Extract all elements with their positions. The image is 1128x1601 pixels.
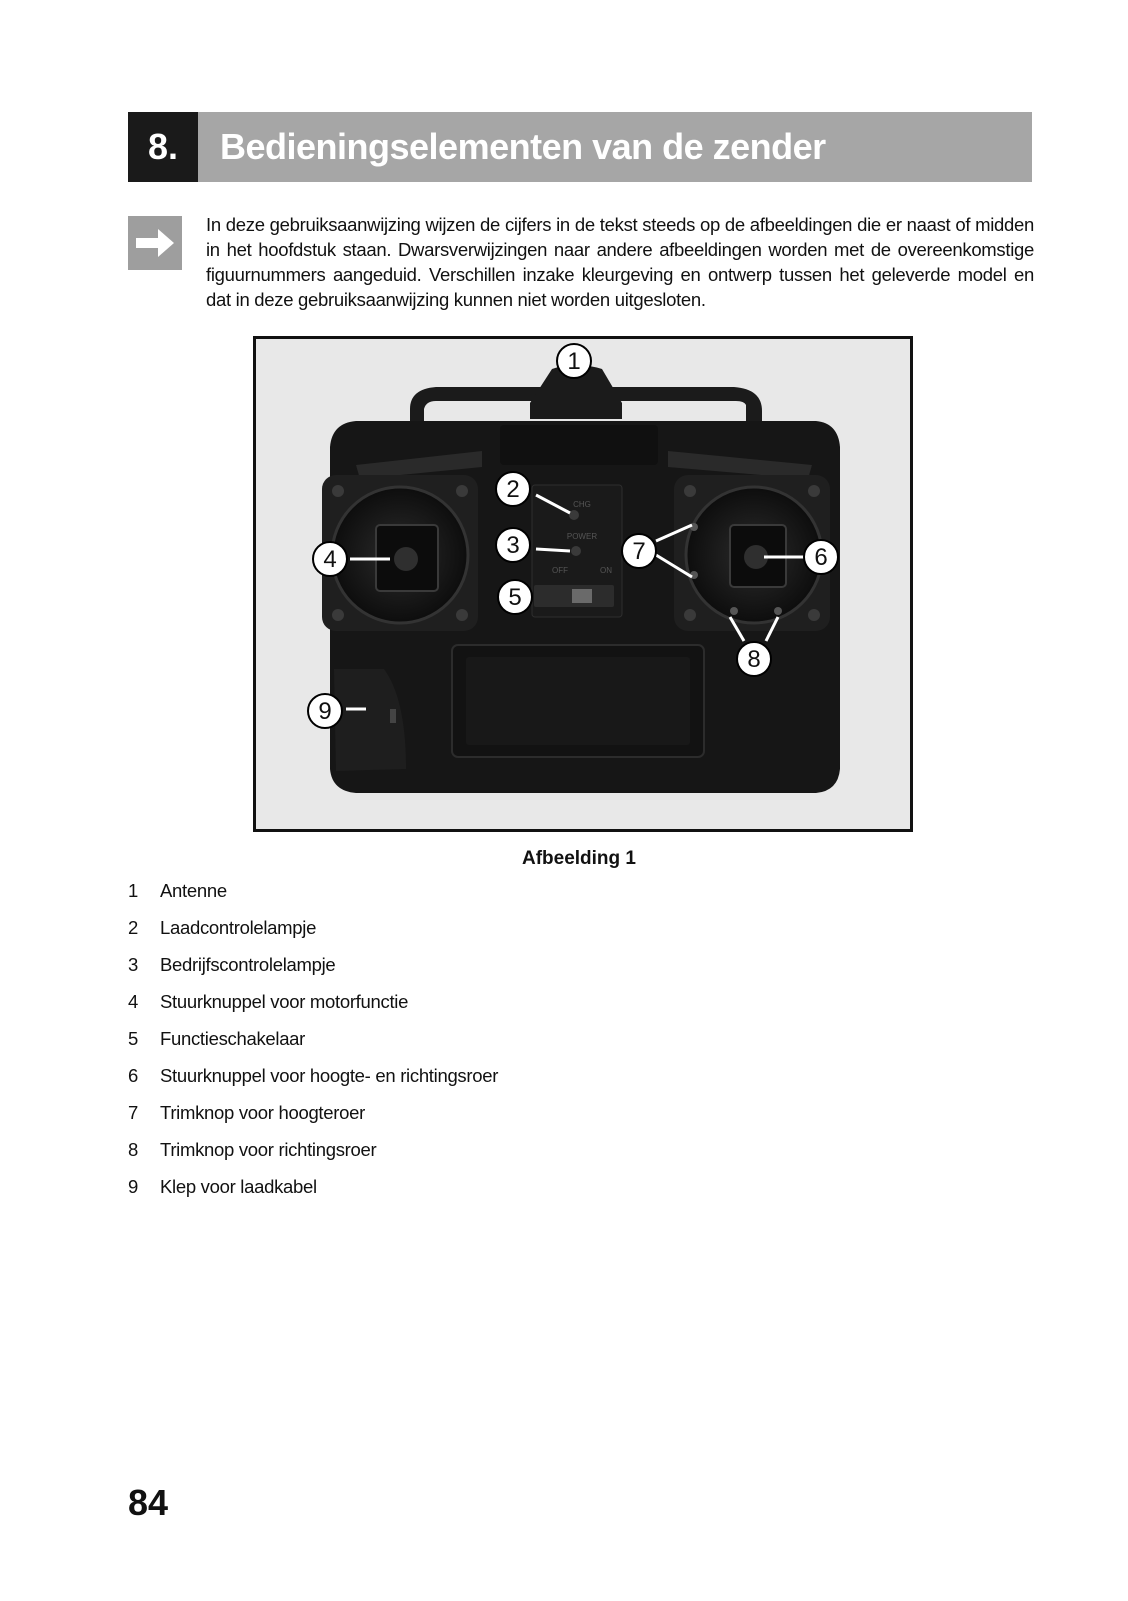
legend-number: 2: [128, 917, 138, 938]
list-item: [128, 1176, 498, 1213]
legend-label: Trimknop voor hoogteroer: [160, 1102, 365, 1123]
off-label: OFF: [552, 566, 568, 575]
list-item: [128, 1102, 498, 1139]
charge-led: [569, 510, 579, 520]
list-item: [128, 1139, 498, 1176]
legend-label: Stuurknuppel voor hoogte- en richtingsroer: [160, 1065, 499, 1086]
list-item: [128, 1028, 498, 1065]
callout-4-label: 4: [323, 546, 337, 573]
legend-list: [128, 880, 498, 1213]
figure-caption: Afbeelding 1: [521, 848, 636, 869]
left-stick-knob: [394, 547, 418, 571]
callout-1-label: 1: [567, 348, 581, 375]
callout-2-label: 2: [506, 476, 520, 503]
section-number: 8.: [128, 112, 198, 182]
intro-paragraph: In deze gebruiksaanwijzing wijzen de cijfers in de tekst steeds op de afbeeldingen die er naast of midden in het hoofdstuk staan. Dwarsverwijzingen naar andere afbeeldingen worden met de overeenkomstige figuurnummers aangeduid. Verschillen inzake kleurgeving en ontwerp tussen het geleverde model en dat in deze gebruiksaanwijzing kunnen niet worden uitgesloten.: [206, 214, 1034, 310]
callout-8-label: 8: [747, 646, 761, 673]
on-label: ON: [600, 566, 612, 575]
legend-number: 5: [128, 1028, 138, 1049]
legend-number: 4: [128, 991, 138, 1012]
legend-number: 3: [128, 954, 138, 975]
chg-label: CHG: [573, 500, 591, 509]
legend-label: Antenne: [160, 880, 227, 901]
legend-number: 1: [128, 880, 138, 901]
callout-7-label: 7: [632, 538, 646, 565]
power-led: [571, 546, 581, 556]
legend-number: 6: [128, 1065, 138, 1086]
legend-label: Bedrijfscontrolelampje: [160, 954, 336, 975]
list-item: [128, 917, 498, 954]
list-item: [128, 880, 498, 917]
power-label: POWER: [566, 532, 598, 541]
list-item: [128, 1065, 498, 1102]
legend-number: 8: [128, 1139, 138, 1160]
list-item: [128, 991, 498, 1028]
legend-number: 9: [128, 1176, 138, 1197]
section-header: [128, 112, 1032, 182]
trim-button: [774, 607, 782, 615]
legend-number: 7: [128, 1102, 138, 1123]
legend-label: Stuurknuppel voor motorfunctie: [160, 991, 409, 1012]
legend-label: Trimknop voor richtingsroer: [160, 1139, 377, 1160]
legend-label: Laadcontrolelampje: [160, 917, 317, 938]
callout-9-label: 9: [318, 698, 332, 725]
callout-6-label: 6: [814, 544, 828, 571]
section-title: Bedieningselementen van de zender: [198, 112, 1032, 182]
transmitter-figure: [253, 336, 913, 832]
trim-button: [730, 607, 738, 615]
list-item: [128, 954, 498, 991]
callout-3-label: 3: [506, 532, 520, 559]
legend-label: Klep voor laadkabel: [160, 1176, 317, 1197]
callout-5-label: 5: [508, 584, 522, 611]
legend-label: Functieschakelaar: [160, 1028, 306, 1049]
page-number: 84: [128, 1482, 169, 1523]
arrow-right-icon: [128, 216, 182, 270]
